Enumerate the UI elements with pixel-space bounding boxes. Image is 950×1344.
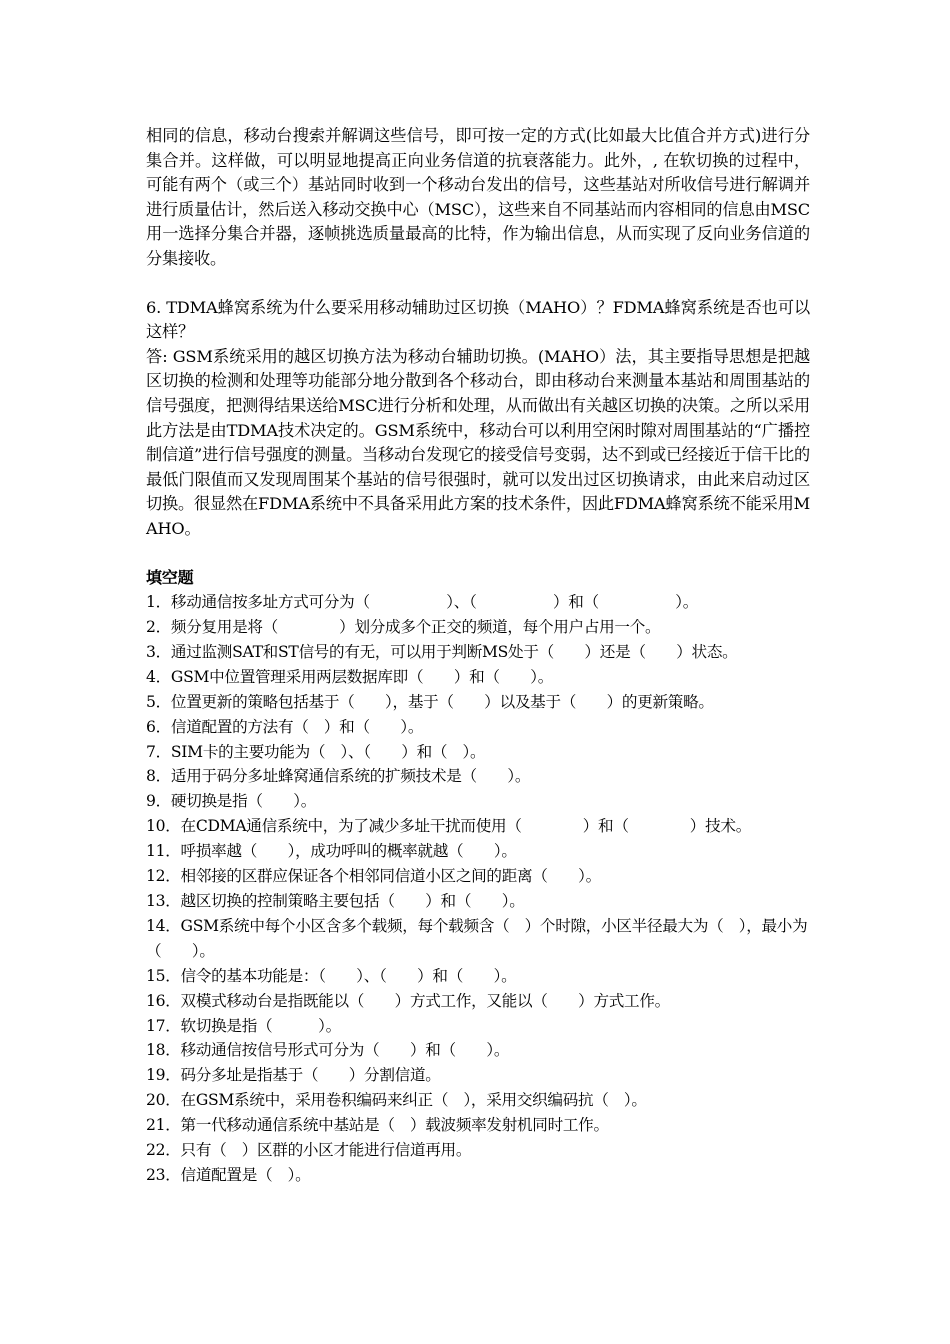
fill-in-question: 16．双模式移动台是指既能以（ ）方式工作，又能以（ ）方式工作。 xyxy=(146,991,670,1010)
fill-in-question: 20．在GSM系统中，采用卷积编码来纠正（ ），采用交织编码抗（ ）。 xyxy=(146,1091,647,1110)
fill-in-question: 2．频分复用是将（ ）划分成多个正交的频道，每个用户占用一个。 xyxy=(146,618,661,636)
fill-in-question: 21．第一代移动通信系统中基站是（ ）载波频率发射机同时工作。 xyxy=(146,1116,609,1135)
fill-in-question: 15．信令的基本功能是：（ ）、（ ）和（ ）。 xyxy=(146,966,517,985)
fill-in-question: 1．移动通信按多址方式可分为（ ）、（ ）和（ ）。 xyxy=(146,593,699,612)
fill-in-question: 5．位置更新的策略包括基于（ ），基于（ ）以及基于（ ）的更新策略。 xyxy=(146,692,714,711)
fill-in-question-list xyxy=(146,590,810,1188)
fill-in-question: 11．呼损率越（ ），成功呼叫的概率就越（ ）。 xyxy=(146,842,517,861)
fill-in-question: 6．信道配置的方法有（ ）和（ ）。 xyxy=(146,717,424,736)
paragraph-gap xyxy=(146,542,810,566)
intro-paragraph: 相同的信息，移动台搜索并解调这些信号，即可按一定的方式(比如最大比值合并方式)进行分集合并。这样做，可以明显地提高正向业务信道的抗衰落能力。此外，, 在软切换的过程中，可能有两个（或三个）基站同时收到一个移动台发出的信号，这些基站对所收信号进行解调并进行质量估计，然后送入移动交换中心（MSC），这些来自不同基站而内容相同的信息由MSC用一选择分集合并器，逐帧挑选质量最高的比特，作为输出信息，从而实现了反向业务信道的分集接收。 xyxy=(146,126,810,268)
fill-in-question: 17．软切换是指（ ）。 xyxy=(146,1016,341,1035)
fill-in-question: 14．GSM系统中每个小区含多个载频，每个载频含（ ）个时隙，小区半径最大为（ ），最小为（ ）。 xyxy=(146,916,808,960)
fill-in-question: 18．移动通信按信号形式可分为（ ）和（ ）。 xyxy=(146,1041,510,1060)
document-page xyxy=(146,124,810,1188)
fill-in-question: 9．硬切换是指（ ）。 xyxy=(146,792,317,811)
fill-in-question: 4．GSM中位置管理采用两层数据库即（ ）和（ ）。 xyxy=(146,667,554,686)
fill-in-question: 8．适用于码分多址蜂窝通信系统的扩频技术是（ ）。 xyxy=(146,767,531,786)
fill-in-question: 3．通过监测SAT和ST信号的有无，可以用于判断MS处于（ ）还是（ ）状态。 xyxy=(146,642,738,661)
fill-in-question: 22．只有（ ）区群的小区才能进行信道再用。 xyxy=(146,1141,472,1160)
fill-in-question: 23．信道配置是（ ）。 xyxy=(146,1165,311,1184)
question-6-answer: 答: GSM系统采用的越区切换方法为移动台辅助切换。(MAHO）法，其主要指导思想是把越区切换的检测和处理等功能部分地分散到各个移动台，即由移动台来测量本基站和周围基站的信号强度，把测得结果送给MSC进行分析和处理，从而做出有关越区切换的决策。之所以采用此方法是由TDMA技术决定的。GSM系统中，移动台可以利用空闲时隙对周围基站的“广播控制信道”进行信号强度的测量。当移动台发现它的接受信号变弱，达不到或已经接近于信干比的最低门限值而又发现周围某个基站的信号很强时，就可以发出过区切换请求，由此来启动过区切换。很显然在FDMA系统中不具备采用此方案的技术条件，因此FDMA蜂窝系统不能采用MAHO。 xyxy=(146,346,810,538)
fill-in-question: 10．在CDMA通信系统中，为了减少多址干扰而使用（ ）和（ ）技术。 xyxy=(146,817,751,836)
fill-in-question: 12．相邻接的区群应保证各个相邻同信道小区之间的距离（ ）。 xyxy=(146,867,601,886)
fill-in-question: 19．码分多址是指基于（ ）分割信道。 xyxy=(146,1066,441,1085)
fill-in-question: 13．越区切换的控制策略主要包括（ ）和（ ）。 xyxy=(146,891,525,910)
fill-in-question: 7．SIM卡的主要功能为（ ）、（ ）和（ ）。 xyxy=(146,742,486,761)
question-6-text: 6. TDMA蜂窝系统为什么要采用移动辅助过区切换（MAHO）？FDMA蜂窝系统是否也可以这样？ xyxy=(146,297,810,342)
fill-in-section-title: 填空题 xyxy=(146,567,194,587)
paragraph-gap xyxy=(146,272,810,296)
